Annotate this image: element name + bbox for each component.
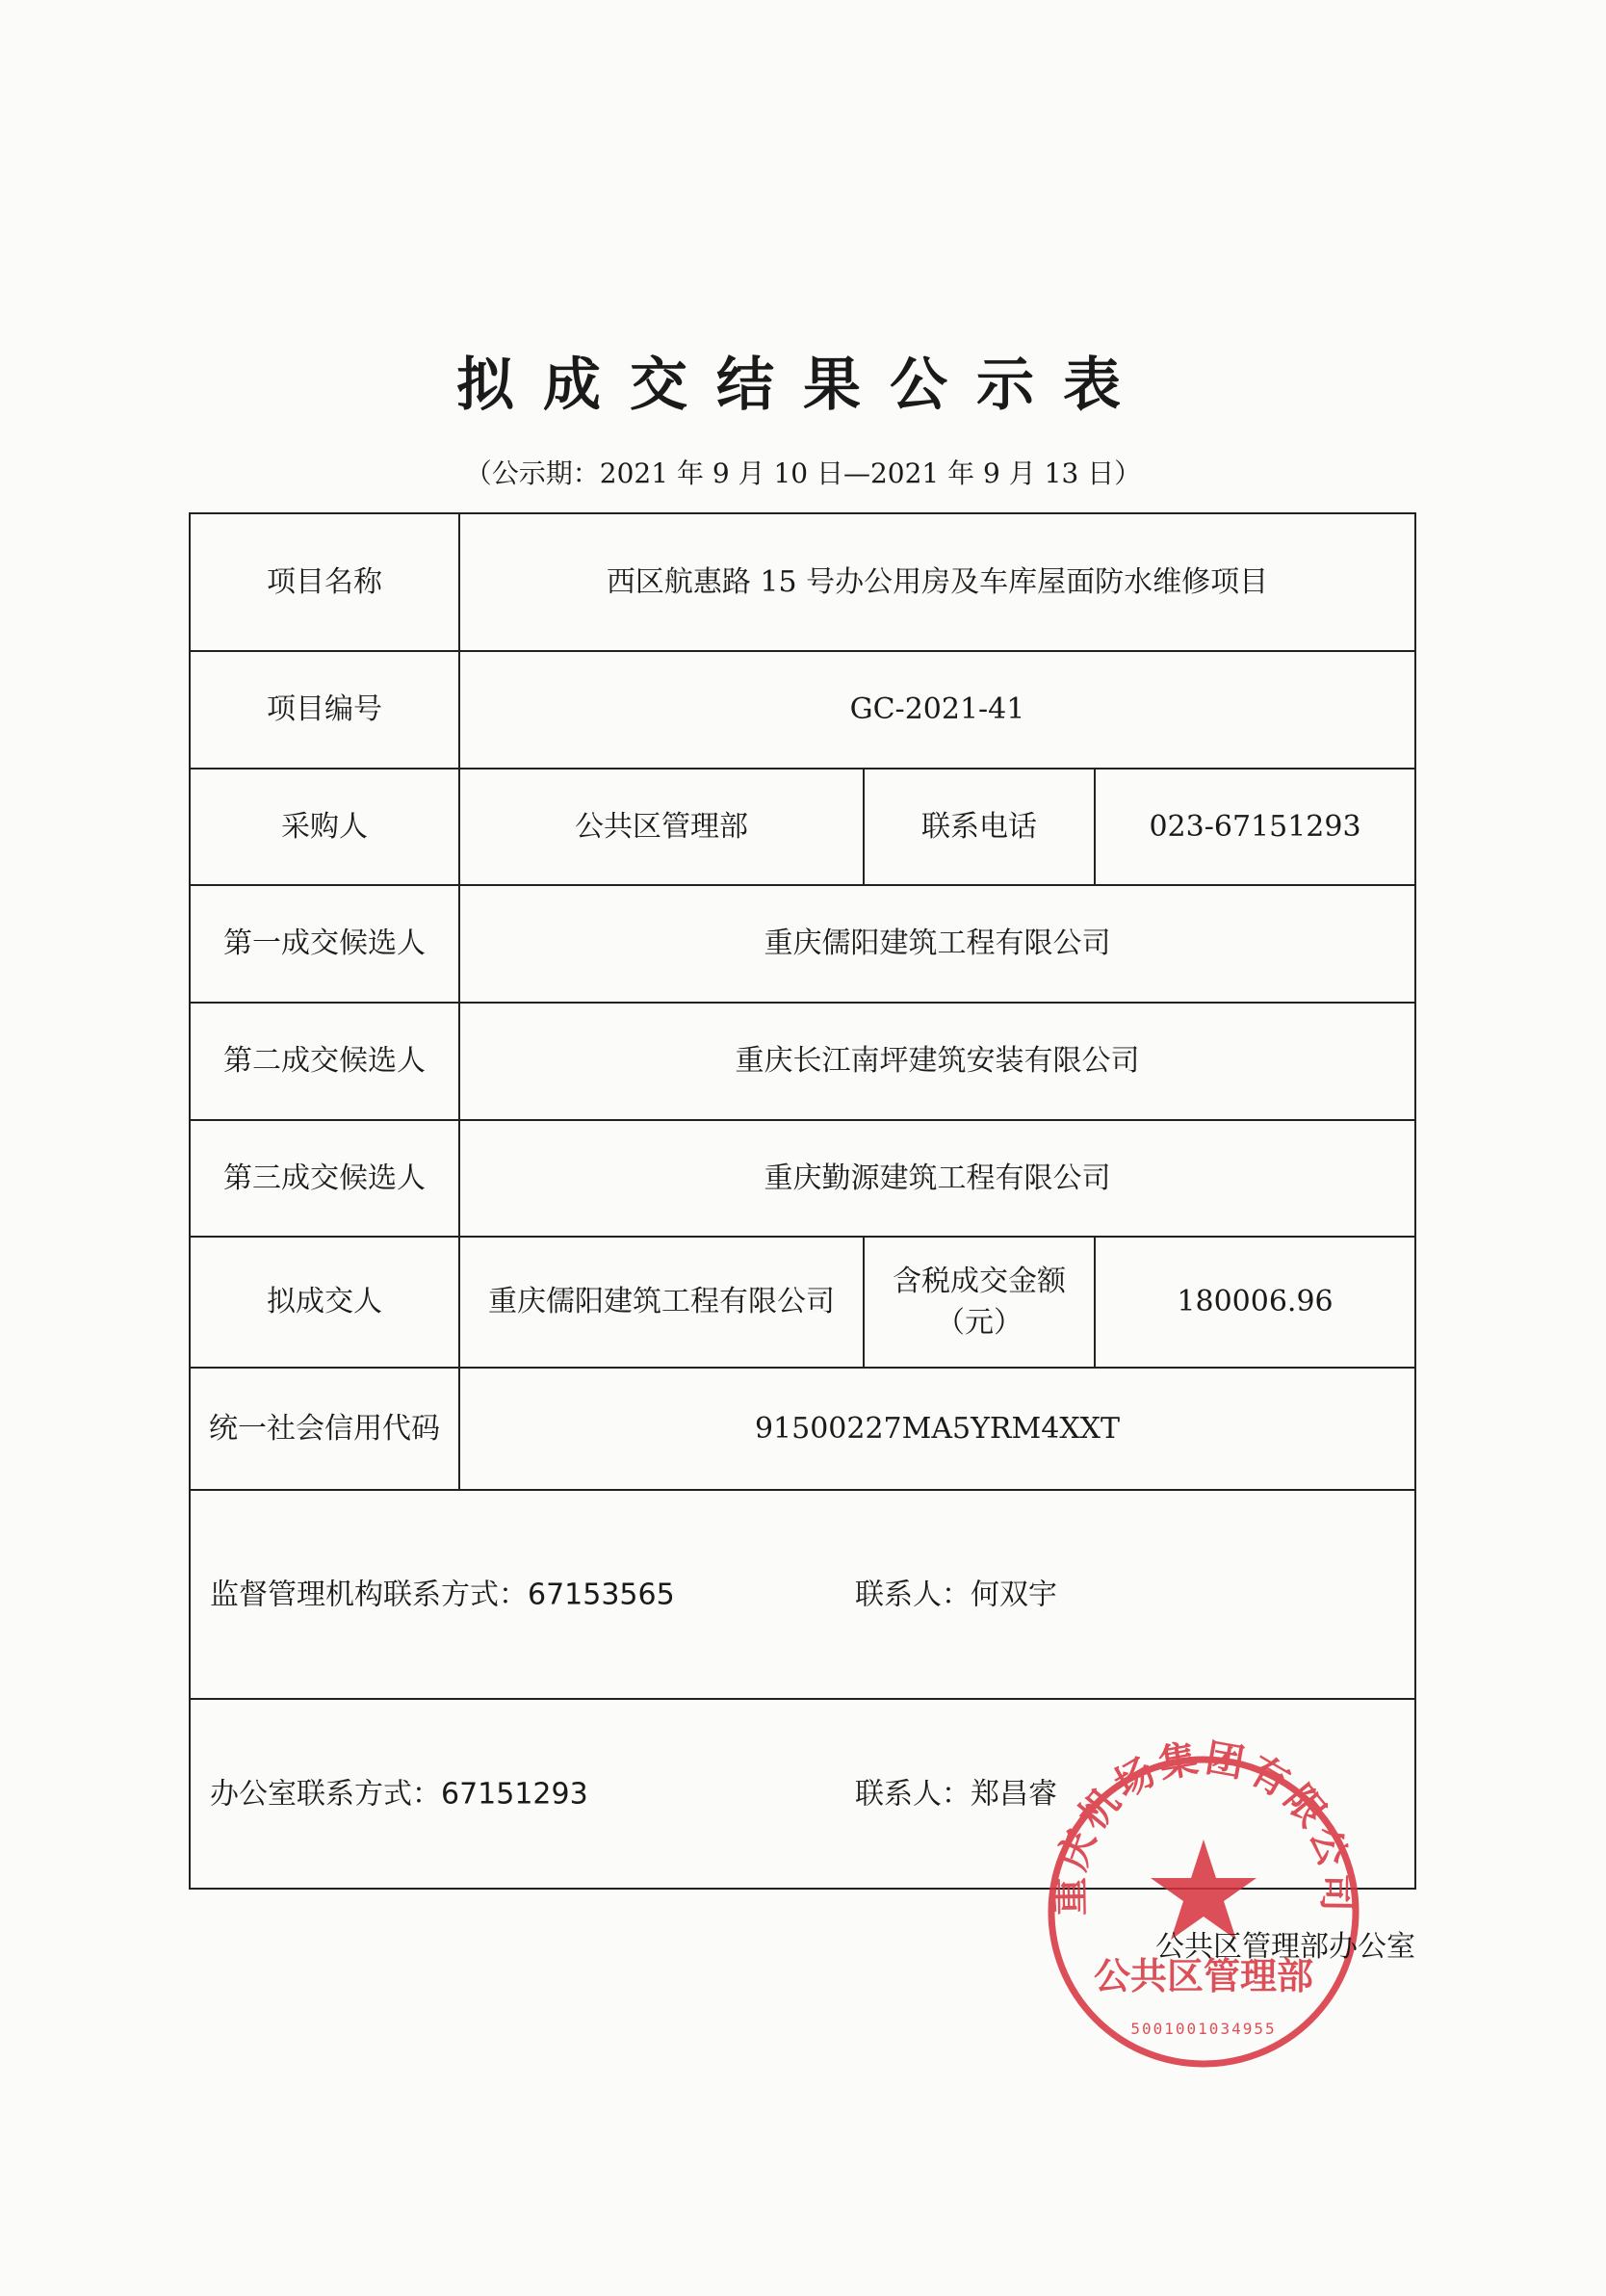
seal-number: 5001001034955 [1130, 2020, 1277, 2038]
supervision-contact [190, 1490, 1415, 1699]
purchaser-label: 采购人 [190, 769, 459, 885]
credit-code-label: 统一社会信用代码 [190, 1368, 459, 1490]
project-no-label: 项目编号 [190, 651, 459, 769]
project-no-value: GC-2021-41 [459, 651, 1415, 769]
amount-label [864, 1237, 1095, 1368]
candidate3-value: 重庆勤源建筑工程有限公司 [459, 1120, 1415, 1237]
candidate2-value: 重庆长江南坪建筑安装有限公司 [459, 1003, 1415, 1120]
winner-label: 拟成交人 [190, 1237, 459, 1368]
table-row [190, 513, 1415, 651]
office-phone: 办公室联系方式：67151293 [210, 1776, 588, 1811]
signature-department: 公共区管理部办公室 [1155, 1930, 1415, 1964]
table-row [190, 1120, 1415, 1237]
table-row [190, 1003, 1415, 1120]
table-row [190, 1368, 1415, 1490]
phone-value: 023-67151293 [1095, 769, 1415, 885]
official-seal [1030, 1734, 1377, 2080]
supervision-person: 联系人：何双宇 [855, 1577, 1057, 1611]
winner-value: 重庆儒阳建筑工程有限公司 [459, 1237, 864, 1368]
table-row [190, 1237, 1415, 1368]
table-row [190, 769, 1415, 885]
credit-code-value: 91500227MA5YRM4XXT [459, 1368, 1415, 1490]
candidate1-value: 重庆儒阳建筑工程有限公司 [459, 885, 1415, 1003]
candidate2-label: 第二成交候选人 [190, 1003, 459, 1120]
result-table [189, 512, 1416, 1890]
publicity-period: （公示期：2021 年 9 月 10 日—2021 年 9 月 13 日） [464, 457, 1142, 489]
amount-value: 180006.96 [1095, 1237, 1415, 1368]
project-name-value: 西区航惠路 15 号办公用房及车库屋面防水维修项目 [459, 513, 1415, 651]
amount-label-text: 含税成交金额 [893, 1264, 1066, 1298]
amount-unit: （元） [936, 1306, 1023, 1340]
project-name-label: 项目名称 [190, 513, 459, 651]
table-row [190, 885, 1415, 1003]
purchaser-value: 公共区管理部 [459, 769, 864, 885]
table-row [190, 1490, 1415, 1699]
office-person: 联系人：郑昌睿 [855, 1776, 1057, 1811]
page-title: 拟成交结果公示表 [456, 352, 1150, 419]
candidate1-label: 第一成交候选人 [190, 885, 459, 1003]
supervision-phone: 监督管理机构联系方式：67153565 [210, 1577, 675, 1611]
candidate3-label: 第三成交候选人 [190, 1120, 459, 1237]
table-row [190, 651, 1415, 769]
phone-label: 联系电话 [864, 769, 1095, 885]
seal-center-text: 公共区管理部 [1093, 1955, 1314, 1997]
seal-arc-path: 重庆机场集团有限公司 [1048, 1735, 1360, 1917]
